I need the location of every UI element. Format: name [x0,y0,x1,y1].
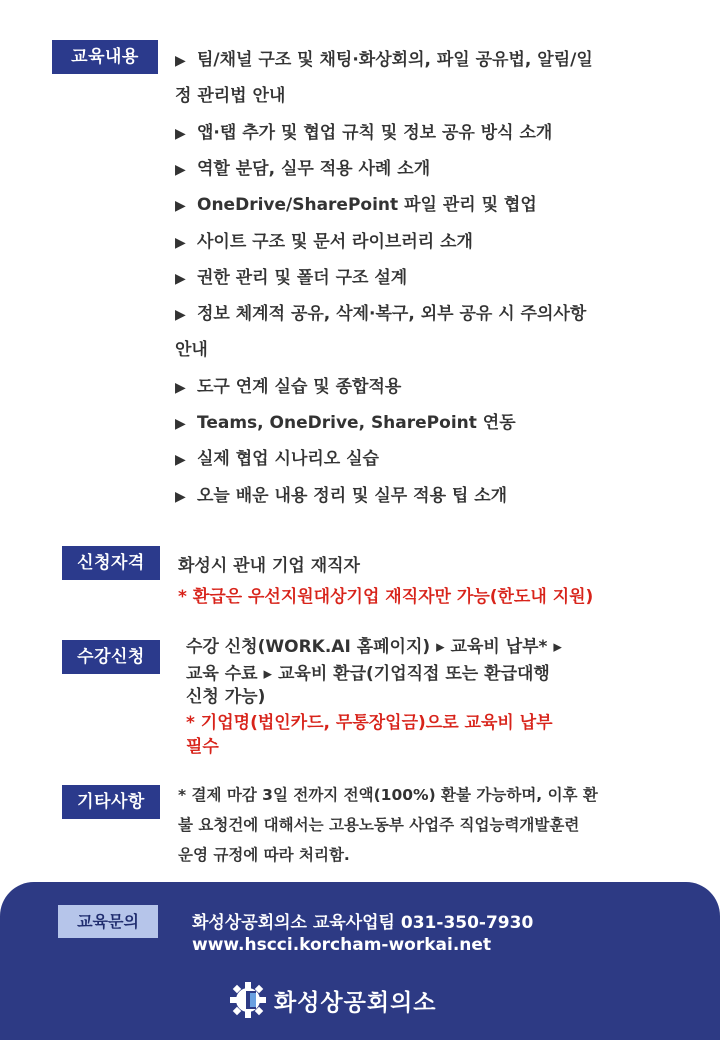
apply-line-1: 수강 신청(WORK.AI 홈페이지) ▸ 교육비 납부* ▸ [186,637,562,657]
apply-line-2: 교육 수료 ▸ 교육비 환급(기업직접 또는 환급대행 [186,664,550,684]
content-item-text: 앱·탭 추가 및 협업 규칙 및 정보 공유 방식 소개 [197,123,553,143]
content-item [175,481,507,506]
section-label-content: 교육내용 [52,40,158,74]
content-item-text: 실제 협업 시나리오 실습 [197,449,379,469]
bullet-triangle-icon: ▶ [175,53,186,69]
content-item [175,190,537,215]
eligibility-text: 화성시 관내 기업 재직자 [178,556,360,576]
other-line-2: 불 요청건에 대해서는 고용노동부 사업주 직업능력개발훈련 [178,816,580,834]
content-item-text: 권한 관리 및 폴더 구조 설계 [197,268,408,288]
gear-logo-icon [228,980,268,1020]
other-line-3: 운영 규정에 따라 처리함. [178,846,350,864]
content-item [175,263,407,288]
section-label-other: 기타사항 [62,785,160,819]
content-item-continuation: 안내 [175,340,208,360]
content-item-text: OneDrive/SharePoint 파일 관리 및 협업 [197,195,537,215]
contact-url[interactable]: www.hscci.korcham-workai.net [192,935,492,955]
bullet-triangle-icon: ▶ [175,126,186,142]
eligibility-note: * 환급은 우선지원대상기업 재직자만 가능(한도내 지원) [178,587,594,607]
section-label-apply: 수강신청 [62,640,160,674]
content-item-text: 사이트 구조 및 문서 라이브러리 소개 [197,232,473,252]
content-item [175,299,586,324]
content-item [175,372,401,397]
bullet-triangle-icon: ▶ [175,452,186,468]
content-item-text: Teams, OneDrive, SharePoint 연동 [197,413,516,433]
bullet-triangle-icon: ▶ [175,307,186,323]
bullet-triangle-icon: ▶ [175,162,186,178]
other-line-1: * 결제 마감 3일 전까지 전액(100%) 환불 가능하며, 이후 환 [178,786,598,804]
apply-line-3: 신청 가능) [186,687,266,707]
bullet-triangle-icon: ▶ [175,416,186,432]
content-item-continuation: 정 관리법 안내 [175,86,286,106]
content-item [175,227,473,252]
chamber-logo [228,980,437,1020]
content-item-text: 도구 연계 실습 및 종합적용 [197,377,402,397]
content-item [175,408,516,433]
logo-text: 화성상공회의소 [274,989,437,1016]
content-item [175,154,430,179]
content-item [175,444,379,469]
content-item [175,118,552,143]
bullet-triangle-icon: ▶ [175,198,186,214]
content-item-text: 역할 분담, 실무 적용 사례 소개 [197,159,431,179]
content-item-text: 오늘 배운 내용 정리 및 실무 적용 팁 소개 [197,486,508,506]
apply-note-1: * 기업명(법인카드, 무통장입금)으로 교육비 납부 [186,713,553,733]
content-item-text: 팀/채널 구조 및 채팅·화상회의, 파일 공유법, 알림/일 [197,50,593,70]
bullet-triangle-icon: ▶ [175,489,186,505]
contact-label: 교육문의 [58,905,158,938]
section-label-eligibility: 신청자격 [62,546,160,580]
contact-phone: 화성상공회의소 교육사업팀 031-350-7930 [192,913,534,933]
apply-note-2: 필수 [186,737,219,757]
bullet-triangle-icon: ▶ [175,271,186,287]
bullet-triangle-icon: ▶ [175,235,186,251]
bullet-triangle-icon: ▶ [175,380,186,396]
content-item-text: 정보 체계적 공유, 삭제·복구, 외부 공유 시 주의사항 [197,304,587,324]
content-item [175,45,593,70]
